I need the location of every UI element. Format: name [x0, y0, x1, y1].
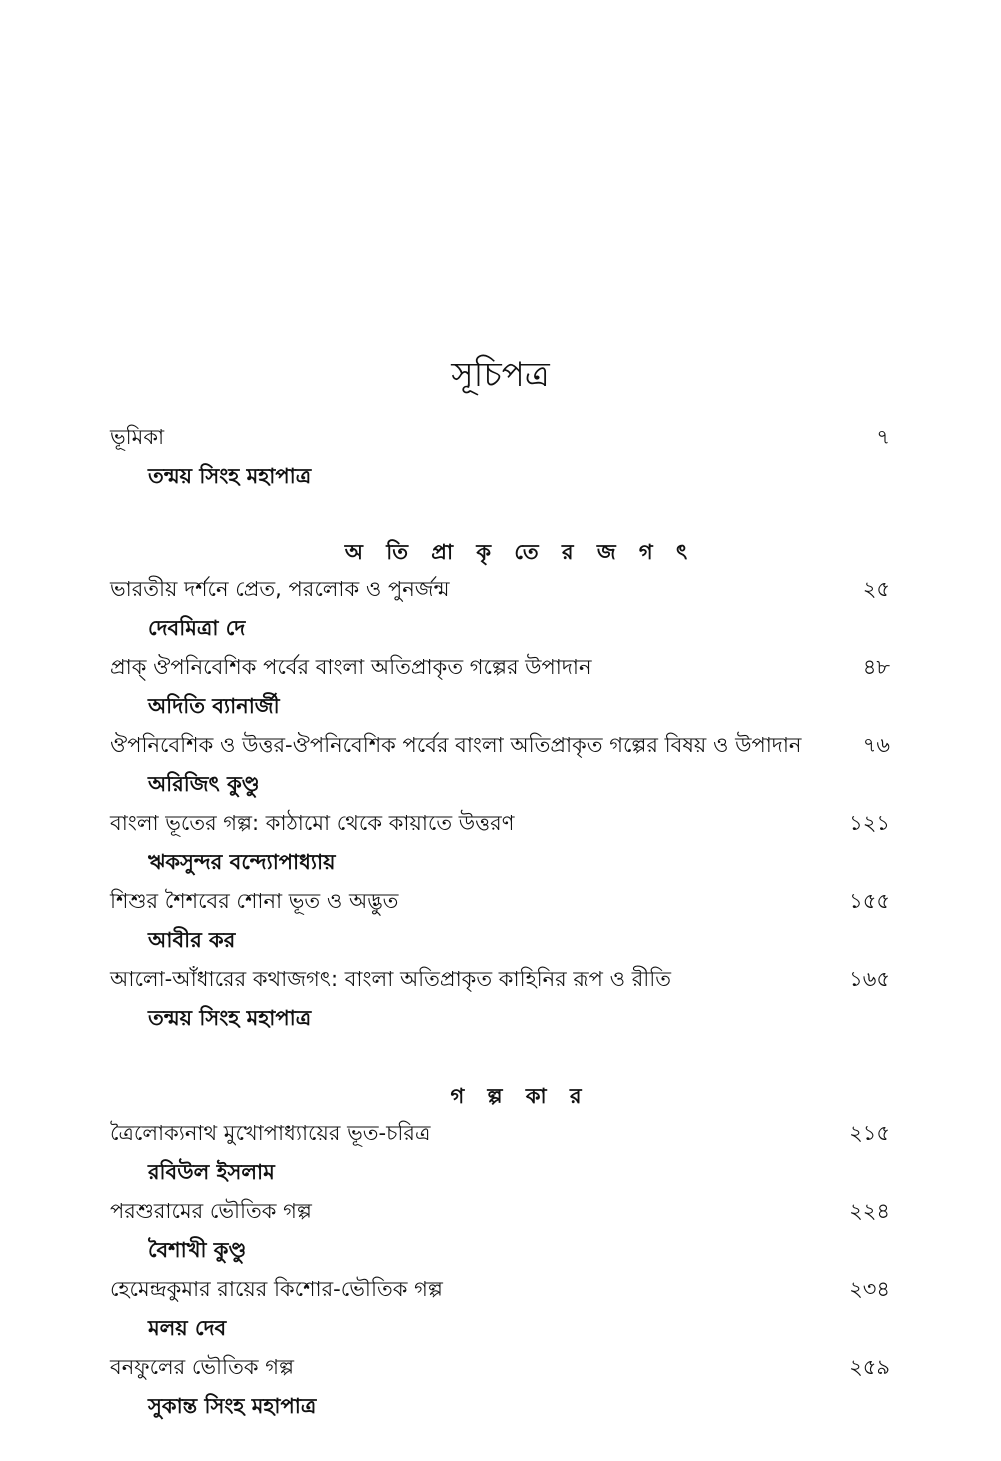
entry-author: তন্ময় সিংহ মহাপাত্র: [148, 464, 312, 488]
entry-author: বৈশাখী কুণ্ডু: [148, 1238, 247, 1262]
entry-author: অরিজিৎ কুণ্ডু: [148, 772, 260, 796]
toc-entry-row: [110, 1192, 890, 1230]
entry-title: ভূমিকা: [110, 425, 165, 449]
entry-page-number: ১২১: [849, 811, 890, 835]
toc-entry: [110, 648, 890, 726]
entry-page-number: ৭৬: [862, 733, 890, 757]
table-of-contents: [110, 418, 890, 1426]
section-heading: অ তি প্রা কৃ তে র জ গ ৎ: [344, 540, 696, 564]
entry-page-number: ২৩৪: [849, 1277, 890, 1301]
entry-title: আলো-আঁধারের কথাজগৎ: বাংলা অতিপ্রাকৃত কাহিনির রূপ ও রীতি: [110, 967, 672, 991]
toc-entry-row: [110, 726, 890, 764]
entry-author: দেবমিত্রা দে: [148, 616, 246, 640]
entry-author: তন্ময় সিংহ মহাপাত্র: [148, 1006, 312, 1030]
toc-entry-row: [110, 1348, 890, 1386]
entry-title: বাংলা ভূতের গল্প: কাঠামো থেকে কায়াতে উত্তরণ: [110, 811, 515, 835]
toc-entry-row: [110, 570, 890, 608]
entry-title: বনফুলের ভৌতিক গল্প: [110, 1355, 294, 1379]
entry-author: আবীর কর: [148, 928, 236, 952]
toc-entry: [110, 1270, 890, 1348]
toc-entry-preface: [110, 418, 890, 496]
entry-author: সুকান্ত সিংহ মহাপাত্র: [148, 1394, 317, 1418]
entry-title: ত্রৈলোক্যনাথ মুখোপাধ্যায়ের ভূত-চরিত্র: [110, 1121, 431, 1145]
toc-entry: [110, 570, 890, 648]
entry-author: রবিউল ইসলাম: [148, 1160, 275, 1184]
toc-entry: [110, 882, 890, 960]
spacer: [110, 1038, 890, 1078]
toc-entry-row: [110, 1114, 890, 1152]
toc-section-storytellers: [110, 1078, 890, 1426]
toc-entry: [110, 1192, 890, 1270]
toc-entry-row: [110, 804, 890, 842]
toc-entry-row: [110, 960, 890, 998]
entry-page-number: ২৫৯: [849, 1355, 890, 1379]
entry-page-number: ২২৪: [849, 1199, 890, 1223]
entry-author: মলয় দেব: [148, 1316, 227, 1340]
toc-entry-row: [110, 1270, 890, 1308]
entry-author: অদিতি ব্যানার্জী: [148, 694, 280, 718]
entry-author: ঋকসুন্দর বন্দ্যোপাধ্যায়: [148, 850, 336, 874]
entry-page-number: ১৬৫: [849, 967, 890, 991]
entry-title: ঔপনিবেশিক ও উত্তর-ঔপনিবেশিক পর্বের বাংলা অতিপ্রাকৃত গল্পের বিষয় ও উপাদান: [110, 733, 802, 757]
toc-entry-row: [110, 418, 890, 456]
entry-title: পরশুরামের ভৌতিক গল্প: [110, 1199, 312, 1223]
page-title: সূচিপত্র: [451, 354, 550, 395]
toc-entry: [110, 960, 890, 1038]
section-heading: গ ল্প কা র: [450, 1084, 590, 1108]
toc-section-supernatural-world: [110, 534, 890, 1038]
toc-entry: [110, 726, 890, 804]
entry-page-number: ২৫: [862, 577, 890, 601]
entry-title: শিশুর শৈশবের শোনা ভূত ও অদ্ভুত: [110, 889, 399, 913]
entry-page-number: ২১৫: [849, 1121, 890, 1145]
entry-title: প্রাক্ ঔপনিবেশিক পর্বের বাংলা অতিপ্রাকৃত গল্পের উপাদান: [110, 655, 592, 679]
toc-entry: [110, 804, 890, 882]
toc-entry-row: [110, 882, 890, 920]
toc-entry: [110, 1348, 890, 1426]
spacer: [110, 496, 890, 534]
entry-page-number: ৭: [876, 425, 890, 449]
entry-title: ভারতীয় দর্শনে প্রেত, পরলোক ও পুনর্জন্ম: [110, 577, 450, 601]
entry-title: হেমেন্দ্রকুমার রায়ের কিশোর-ভৌতিক গল্প: [110, 1277, 443, 1301]
entry-page-number: ৪৮: [862, 655, 890, 679]
toc-entry: [110, 1114, 890, 1192]
entry-page-number: ১৫৫: [849, 889, 890, 913]
toc-entry-row: [110, 648, 890, 686]
